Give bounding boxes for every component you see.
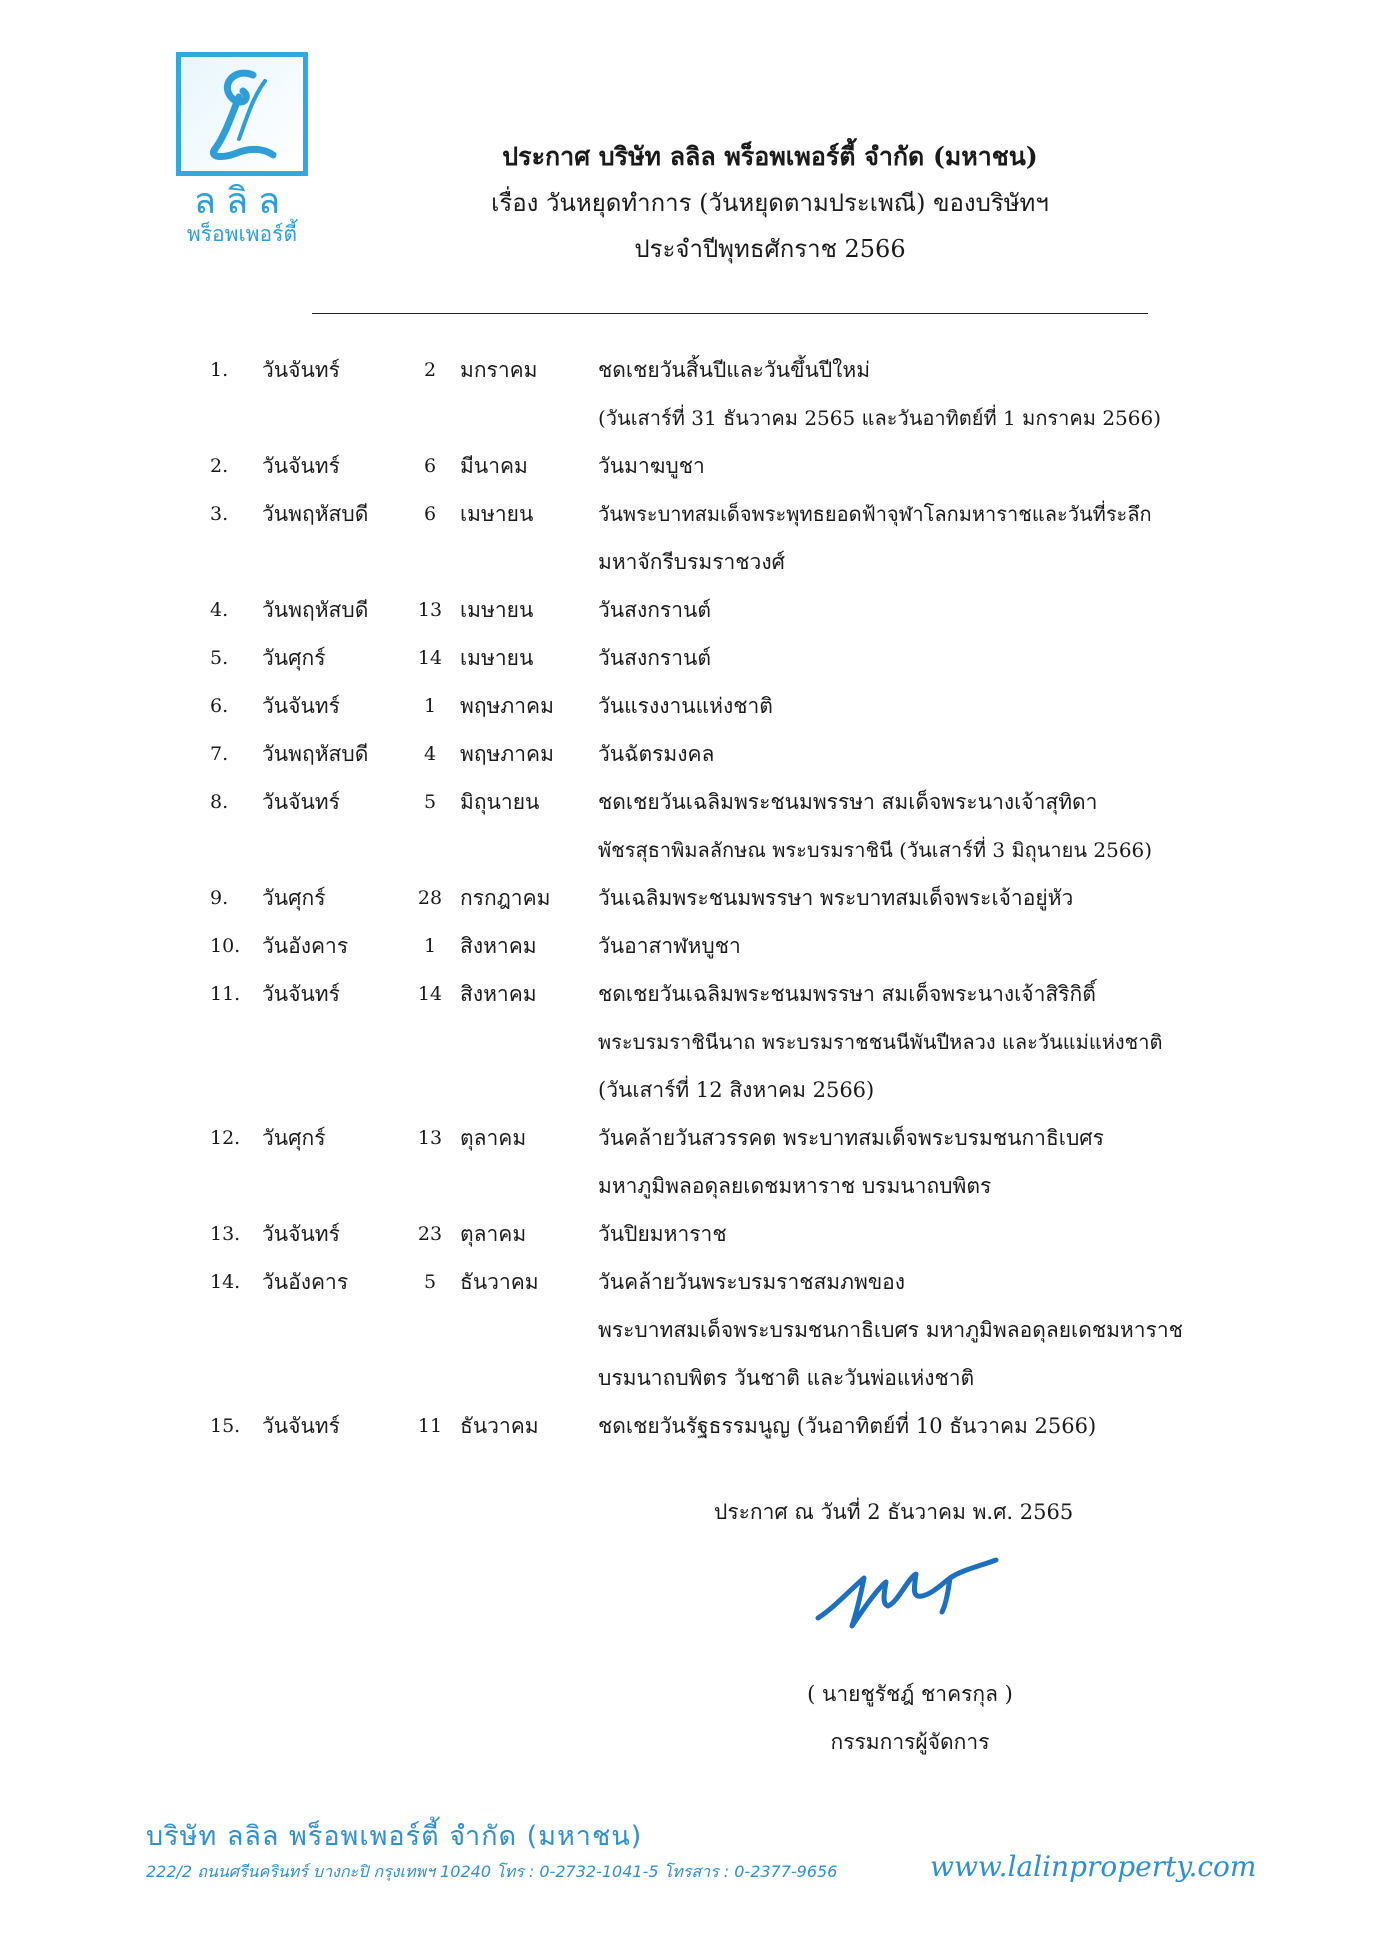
holiday-month: สิงหาคม <box>460 934 537 958</box>
holiday-description-line: พระบรมราชินีนาถ พระบรมราชชนนีพันปีหลวง และวันแม่แห่งชาติ <box>598 1030 1163 1054</box>
holiday-month: ธันวาคม <box>460 1270 539 1294</box>
holiday-description-line: วันแรงงานแห่งชาติ <box>598 694 773 718</box>
holiday-date: 13 <box>417 599 443 621</box>
holiday-description-line: บรมนาถบพิตร วันชาติ และวันพ่อแห่งชาติ <box>598 1366 975 1390</box>
holiday-date: 23 <box>417 1223 443 1245</box>
holiday-description-line: พระบาทสมเด็จพระบรมชนกาธิเบศร มหาภูมิพลอดุลยเดชมหาราช <box>598 1318 1183 1342</box>
holiday-weekday: วันจันทร์ <box>262 1414 340 1438</box>
holiday-description-line: (วันเสาร์ที่ 31 ธันวาคม 2565 และวันอาทิตย์ที่ 1 มกราคม 2566) <box>598 406 1162 430</box>
holiday-month: เมษายน <box>460 598 534 622</box>
holiday-weekday: วันจันทร์ <box>262 694 340 718</box>
holiday-description-line: วันมาฆบูชา <box>598 454 705 478</box>
holiday-description <box>598 730 1258 778</box>
announcement-date: ประกาศ ณ วันที่ 2 ธันวาคม พ.ศ. 2565 <box>714 1500 1074 1524</box>
holiday-number: 5. <box>210 647 229 669</box>
announcement-year: ประจำปีพุทธศักราช 2566 <box>634 235 906 263</box>
holiday-weekday: วันพฤหัสบดี <box>262 598 369 622</box>
holiday-month: ตุลาคม <box>460 1222 527 1246</box>
holiday-number: 9. <box>210 887 229 909</box>
holiday-description-line: วันสงกรานต์ <box>598 598 711 622</box>
holiday-date: 28 <box>417 887 443 909</box>
holiday-number: 8. <box>210 791 229 813</box>
holiday-description <box>598 970 1258 1114</box>
holiday-month: มีนาคม <box>460 454 528 478</box>
holiday-description <box>598 1210 1258 1258</box>
holiday-date: 14 <box>417 983 443 1005</box>
holiday-description <box>598 634 1258 682</box>
header-divider <box>312 313 1148 314</box>
holiday-description-line: ชดเชยวันรัฐธรรมนูญ (วันอาทิตย์ที่ 10 ธันวาคม 2566) <box>598 1414 1097 1438</box>
holiday-date: 5 <box>423 1271 437 1293</box>
holiday-number: 12. <box>210 1127 241 1149</box>
holiday-date: 13 <box>417 1127 443 1149</box>
holiday-description-line: วันเฉลิมพระชนมพรรษา พระบาทสมเด็จพระเจ้าอยู่หัว <box>598 886 1074 910</box>
holiday-number: 13. <box>210 1223 241 1245</box>
holiday-weekday: วันจันทร์ <box>262 454 340 478</box>
holiday-date: 2 <box>423 359 437 381</box>
holiday-description-line: วันคล้ายวันสวรรคต พระบาทสมเด็จพระบรมชนกาธิเบศร <box>598 1126 1104 1150</box>
holiday-description-line: ชดเชยวันสิ้นปีและวันขึ้นปีใหม่ <box>598 358 871 382</box>
holiday-description-line: วันคล้ายวันพระบรมราชสมภพของ <box>598 1270 906 1294</box>
holiday-weekday: วันศุกร์ <box>262 646 326 670</box>
holiday-weekday: วันศุกร์ <box>262 886 326 910</box>
holiday-description-line: (วันเสาร์ที่ 12 สิงหาคม 2566) <box>598 1078 875 1102</box>
holiday-description-line: มหาจักรีบรมราชวงศ์ <box>598 550 785 574</box>
holiday-date: 6 <box>423 503 437 525</box>
holiday-date: 6 <box>423 455 437 477</box>
holiday-number: 11. <box>210 983 241 1005</box>
signer-name: ( นายชูรัชฎ์ ชาครกุล ) <box>807 1682 1013 1706</box>
holiday-month: ตุลาคม <box>460 1126 527 1150</box>
holiday-weekday: วันจันทร์ <box>262 790 340 814</box>
holiday-description-line: วันปิยมหาราช <box>598 1222 727 1246</box>
holiday-date: 14 <box>417 647 443 669</box>
holiday-month: มกราคม <box>460 358 538 382</box>
holiday-description <box>598 1402 1258 1450</box>
holiday-number: 15. <box>210 1415 241 1437</box>
footer-website[interactable]: www.lalinproperty.com <box>930 1850 1257 1883</box>
logo-emblem <box>176 52 308 176</box>
holiday-date: 11 <box>417 1415 443 1437</box>
signer-block <box>790 1670 1030 1766</box>
footer-address: 222/2 ถนนศรีนครินทร์ บางกะปิ กรุงเทพฯ 10240 โทร : 0-2732-1041-5 โทรสาร : 0-2377-9656 <box>146 1862 838 1881</box>
holiday-date: 5 <box>423 791 437 813</box>
holiday-number: 2. <box>210 455 229 477</box>
announcement-subject: เรื่อง วันหยุดทำการ (วันหยุดตามประเพณี) ของบริษัทฯ <box>491 189 1049 217</box>
announcement-header <box>380 134 1160 272</box>
holiday-date: 1 <box>423 935 437 957</box>
holiday-description <box>598 874 1258 922</box>
holiday-weekday: วันจันทร์ <box>262 1222 340 1246</box>
holiday-description-line: พัชรสุธาพิมลลักษณ พระบรมราชินี (วันเสาร์ที่ 3 มิถุนายน 2566) <box>598 838 1153 862</box>
holiday-number: 10. <box>210 935 241 957</box>
holiday-description <box>598 1114 1258 1210</box>
signature <box>812 1548 1002 1642</box>
holiday-date: 1 <box>423 695 437 717</box>
holiday-weekday: วันศุกร์ <box>262 1126 326 1150</box>
holiday-description <box>598 682 1258 730</box>
holiday-month: เมษายน <box>460 646 534 670</box>
holiday-description <box>598 586 1258 634</box>
holiday-date: 4 <box>423 743 437 765</box>
holiday-month: สิงหาคม <box>460 982 537 1006</box>
logo-name: ลลิล <box>193 181 291 222</box>
holiday-description <box>598 778 1258 874</box>
holiday-number: 14. <box>210 1271 241 1293</box>
logo-subtitle: พร็อพเพอร์ตี้ <box>186 222 298 246</box>
holiday-month: เมษายน <box>460 502 534 526</box>
holiday-number: 1. <box>210 359 229 381</box>
holiday-month: พฤษภาคม <box>460 694 554 718</box>
holiday-month: กรกฎาคม <box>460 886 551 910</box>
holiday-number: 7. <box>210 743 229 765</box>
holiday-number: 3. <box>210 503 229 525</box>
holiday-weekday: วันอังคาร <box>262 1270 349 1294</box>
holiday-number: 6. <box>210 695 229 717</box>
holiday-description <box>598 346 1258 442</box>
signer-position: กรรมการผู้จัดการ <box>830 1730 990 1754</box>
holiday-weekday: วันจันทร์ <box>262 982 340 1006</box>
holiday-month: ธันวาคม <box>460 1414 539 1438</box>
holiday-number: 4. <box>210 599 229 621</box>
holiday-description-line: วันอาสาฬหบูชา <box>598 934 741 958</box>
holiday-month: มิถุนายน <box>460 790 540 814</box>
holiday-weekday: วันพฤหัสบดี <box>262 742 369 766</box>
holiday-month: พฤษภาคม <box>460 742 554 766</box>
holiday-description-line: วันสงกรานต์ <box>598 646 711 670</box>
company-logo <box>172 52 312 246</box>
holiday-weekday: วันพฤหัสบดี <box>262 502 369 526</box>
holiday-description <box>598 490 1258 586</box>
announcement-title: ประกาศ บริษัท ลลิล พร็อพเพอร์ตี้ จำกัด (มหาชน) <box>502 142 1038 171</box>
holiday-weekday: วันอังคาร <box>262 934 349 958</box>
holiday-description-line: ชดเชยวันเฉลิมพระชนมพรรษา สมเด็จพระนางเจ้าสุทิดา <box>598 790 1098 814</box>
holiday-weekday: วันจันทร์ <box>262 358 340 382</box>
holiday-description <box>598 442 1258 490</box>
holiday-description-line: มหาภูมิพลอดุลยเดชมหาราช บรมนาถบพิตร <box>598 1174 992 1198</box>
holiday-description-line: ชดเชยวันเฉลิมพระชนมพรรษา สมเด็จพระนางเจ้าสิริกิติ์ <box>598 982 1096 1006</box>
holiday-description <box>598 922 1258 970</box>
footer-company: บริษัท ลลิล พร็อพเพอร์ตี้ จำกัด (มหาชน) <box>146 1821 643 1852</box>
holiday-description <box>598 1258 1258 1402</box>
holiday-description-line: วันพระบาทสมเด็จพระพุทธยอดฟ้าจุฬาโลกมหาราชและวันที่ระลึก <box>598 502 1152 526</box>
holiday-description-line: วันฉัตรมงคล <box>598 742 715 766</box>
